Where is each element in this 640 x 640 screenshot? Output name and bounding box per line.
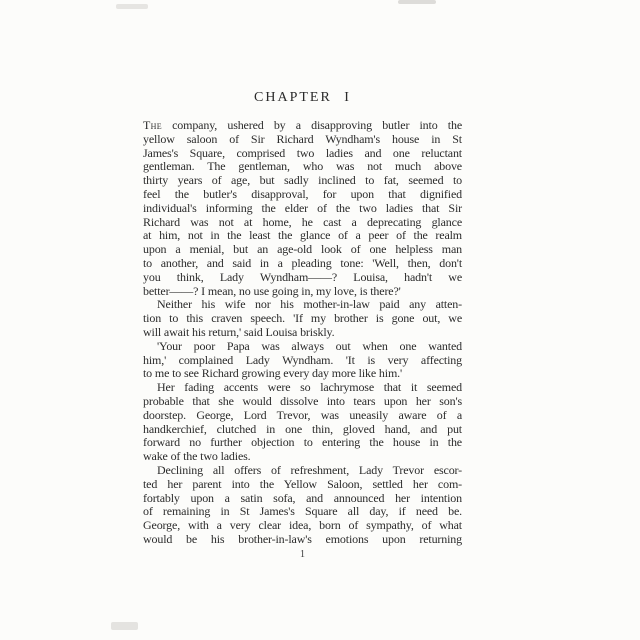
text-line: forward no further objection to entering the house in the xyxy=(143,435,462,450)
text-line: would be his brother-in-law's emotions upon returning xyxy=(143,531,462,546)
text-line: Richard was not at home, he cast a deprecating glance xyxy=(143,214,462,229)
text-line: at him, not in the least the glance of a peer of the realm xyxy=(143,228,462,243)
text-line: better——? I mean, no use going in, my love, is there?' xyxy=(143,283,401,298)
text-line: will await his return,' said Louisa briskly. xyxy=(143,324,335,339)
text-line: The company, ushered by a disapproving butler into the xyxy=(143,118,462,132)
text-line: him,' complained Lady Wyndham. 'It is very affecting xyxy=(143,352,462,367)
scan-artifact xyxy=(116,4,148,9)
paragraph xyxy=(143,298,462,339)
text-line: ted her parent into the Yellow Saloon, settled her com- xyxy=(143,476,462,491)
paragraph xyxy=(143,464,462,547)
text-line: wake of the two ladies. xyxy=(143,449,251,464)
text-line: fortably upon a satin sofa, and announced her intention xyxy=(143,490,462,505)
text-line: gentleman. The gentleman, who was not much above xyxy=(143,159,462,174)
text-line: upon a menial, but an age-old look of one helpless man xyxy=(143,242,462,257)
text-line: to another, and said in a pleading tone: 'Well, then, don't xyxy=(143,255,462,270)
scan-artifact xyxy=(398,0,436,4)
text-line: individual's informing the elder of the two ladies that Sir xyxy=(143,200,462,215)
text-line: George, with a very clear idea, born of sympathy, of what xyxy=(143,518,462,533)
text-line: of remaining in St James's Square all day, if need be. xyxy=(143,504,462,519)
text-line: tion to this craven speech. 'If my brother is gone out, we xyxy=(143,311,462,326)
text-line: Neither his wife nor his mother-in-law paid any atten- xyxy=(157,297,462,312)
text-line: feel the butler's disapproval, for upon that dignified xyxy=(143,186,462,201)
paragraph xyxy=(143,340,462,381)
text-line: yellow saloon of Sir Richard Wyndham's house in St xyxy=(143,131,462,146)
text-line: thirty years of age, but sadly inclined to fat, seemed to xyxy=(143,173,462,188)
text-line: James's Square, comprised two ladies and one reluctant xyxy=(143,145,462,160)
paragraph xyxy=(143,381,462,464)
chapter-heading: CHAPTER I xyxy=(254,90,351,105)
text-line: handkerchief, clutched in one thin, gloved hand, and put xyxy=(143,421,462,436)
text-line: to me to see Richard growing every day more like him.' xyxy=(143,366,402,381)
text-line: doorstep. George, Lord Trevor, was uneasily aware of a xyxy=(143,407,462,422)
text-line: you think, Lady Wyndham——? Louisa, hadn't we xyxy=(143,269,462,284)
text-line: probable that she would dissolve into tears upon her son's xyxy=(143,393,462,408)
text-line: 'Your poor Papa was always out when one wanted xyxy=(157,338,462,353)
page-number: 1 xyxy=(300,549,305,560)
paragraph xyxy=(143,119,462,298)
text-line: Declining all offers of refreshment, Lady Trevor escor- xyxy=(157,462,462,477)
scan-artifact xyxy=(111,622,138,630)
smallcaps-lead-word: The xyxy=(143,118,162,132)
paragraphs xyxy=(143,119,462,547)
text-line: Her fading accents were so lachrymose that it seemed xyxy=(157,380,462,395)
